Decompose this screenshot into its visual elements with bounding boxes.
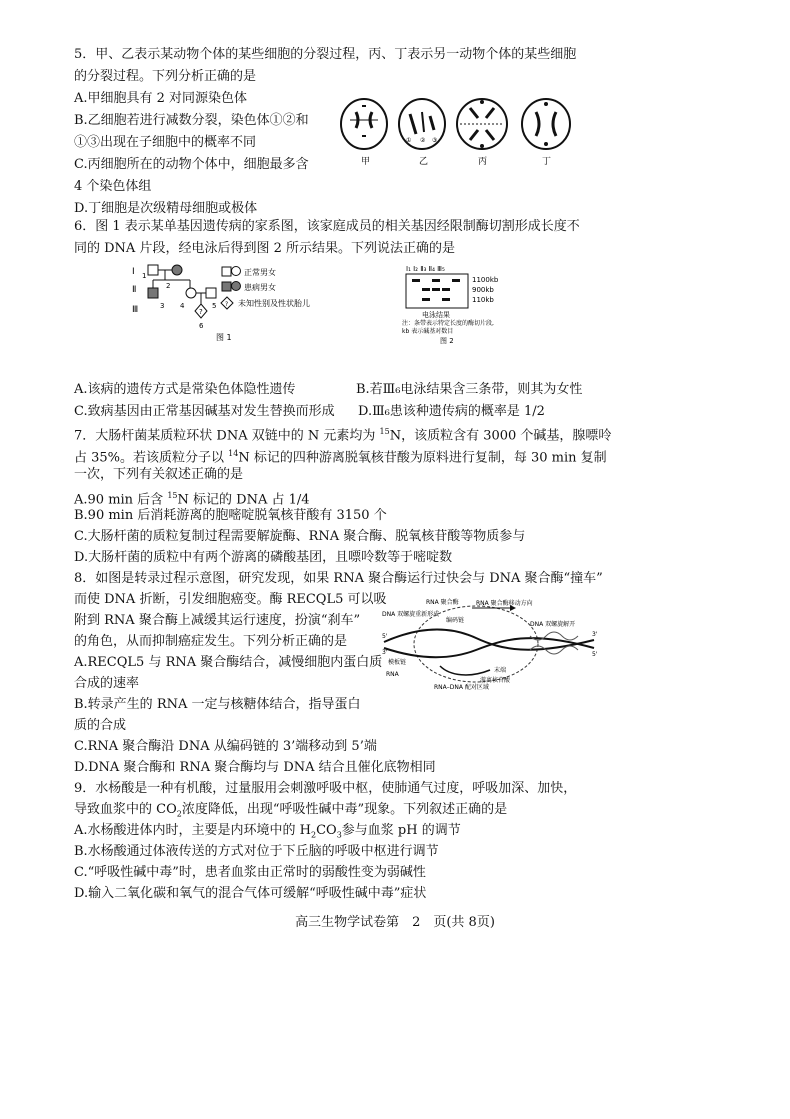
svg-text:2: 2 <box>166 282 171 290</box>
q5-stem-line1: 5．甲、乙表示某动物个体的某些细胞的分裂过程，丙、丁表示另一动物个体的某些细胞 <box>74 47 577 62</box>
svg-text:4: 4 <box>180 302 185 310</box>
q8-option-c: C.RNA 聚合酶沿 DNA 从编码链的 3’端移动到 5’端 <box>74 739 377 754</box>
q9-stem-line1: 9．水杨酸是一种有机酸，过量服用会刺激呼吸中枢，使肺通气过度，呼吸加深、加快， <box>74 781 577 796</box>
svg-text:3': 3' <box>382 649 388 656</box>
q8-option-b-line2: 质的合成 <box>74 718 127 733</box>
svg-text:900kb: 900kb <box>472 286 494 294</box>
svg-text:5: 5 <box>212 302 217 310</box>
svg-text:RNA 聚合酶: RNA 聚合酶 <box>426 599 459 606</box>
svg-text:①: ① <box>406 137 412 144</box>
q7-stem-line3: 一次，下列有关叙述正确的是 <box>74 467 244 482</box>
svg-text:编码链: 编码链 <box>446 617 465 624</box>
svg-text:kb 表示碱基对数目: kb 表示碱基对数目 <box>402 328 454 335</box>
q6-stem-line2: 同的 DNA 片段，经电泳后得到图 2 所示结果。下列说法正确的是 <box>74 241 455 256</box>
svg-text:Ⅰ: Ⅰ <box>132 267 135 277</box>
svg-text:图 2: 图 2 <box>440 337 454 345</box>
svg-text:RNA–DNA 配对区域: RNA–DNA 配对区域 <box>434 684 489 690</box>
svg-text:5': 5' <box>382 633 388 640</box>
q8-option-b-line1: B.转录产生的 RNA 一定与核糖体结合，指导蛋白 <box>74 697 361 712</box>
q8-stem-line3: 附到 RNA 聚合酶上减缓其运行速度，扮演“刹车” <box>74 613 361 628</box>
svg-text:110kb: 110kb <box>472 296 494 304</box>
cell-bing <box>457 99 507 149</box>
svg-text:正常男女: 正常男女 <box>244 268 276 277</box>
svg-text:未知性别及性状胎儿: 未知性别及性状胎儿 <box>238 299 310 308</box>
q6-option-a: A.该病的遗传方式是常染色体隐性遗传 <box>74 382 296 397</box>
q9-option-b: B.水杨酸通过体液传送的方式对位于下丘脑的呼吸中枢进行调节 <box>74 844 439 859</box>
svg-text:电泳结果: 电泳结果 <box>422 311 450 319</box>
q6-option-b: B.若Ⅲ₆电泳结果含三条带，则其为女性 <box>356 382 583 397</box>
q5-option-b-line1: B.乙细胞若进行减数分裂，染色体①②和 <box>74 113 309 128</box>
svg-text:Ⅰ₁ Ⅰ₂ Ⅱ₃ Ⅱ₄ Ⅲ₅: Ⅰ₁ Ⅰ₂ Ⅱ₃ Ⅱ₄ Ⅲ₅ <box>406 265 445 273</box>
q5-option-a: A.甲细胞具有 2 对同源染色体 <box>74 91 248 106</box>
svg-text:3': 3' <box>592 631 598 638</box>
svg-text:模板链: 模板链 <box>388 659 407 666</box>
cell-yi <box>399 99 445 149</box>
q5-option-d: D.丁细胞是次级精母细胞或极体 <box>74 201 258 216</box>
svg-text:6: 6 <box>199 322 204 330</box>
q5-option-c-line2: 4 个染色体组 <box>74 179 152 194</box>
q6-option-d: D.Ⅲ₆患该种遗传病的概率是 1/2 <box>358 404 545 419</box>
svg-text:Ⅲ: Ⅲ <box>132 305 139 315</box>
svg-text:?: ? <box>225 301 229 308</box>
q7-option-c: C.大肠杆菌的质粒复制过程需要解旋酶、RNA 聚合酶、脱氧核苷酸等物质参与 <box>74 529 526 544</box>
q9-option-a: A.水杨酸进体内时，主要是内环境中的 $H_2CO_3$参与血浆 pH 的调节 <box>74 823 461 840</box>
q7-option-a: A.90 min 后含 $^{15}$N 标记的 DNA 占 1/4 <box>74 491 310 508</box>
svg-text:③: ③ <box>432 137 438 144</box>
q5-stem-line2: 的分裂过程。下列分析正确的是 <box>74 69 257 84</box>
q6-electrophoresis-figure <box>400 262 520 346</box>
svg-text:DNA 双螺旋解开: DNA 双螺旋解开 <box>530 621 576 628</box>
q6-stem-line1: 6．图 1 表示某单基因遗传病的家系图，该家庭成员的相关基因经限制酶切割形成长度不 <box>74 219 580 234</box>
svg-text:末端: 末端 <box>494 667 507 674</box>
q9-stem-line2: 导致血浆中的 $CO_2$浓度降低，出现“呼吸性碱中毒”现象。下列叙述正确的是 <box>74 802 508 819</box>
q8-transcription-figure <box>380 596 602 690</box>
svg-text:游离核苷酸: 游离核苷酸 <box>480 677 511 684</box>
q7-option-b: B.90 min 后消耗游离的胞嘧啶脱氧核苷酸有 3150 个 <box>74 508 387 523</box>
svg-text:1: 1 <box>142 272 147 280</box>
q7-stem-line1: 7．大肠杆菌某质粒环状 DNA 双链中的 N 元素均为 $^{15}$N，该质粒含有 3000 个碱基，腺嘌呤 <box>74 427 612 444</box>
q8-stem-line2: 而使 DNA 折断，引发细胞癌变。酶 RECQL5 可以吸 <box>74 592 387 607</box>
label-jia: 甲 <box>361 157 371 167</box>
svg-text:1100kb: 1100kb <box>472 276 499 284</box>
q5-option-b-line2: ①③出现在子细胞中的概率不同 <box>74 135 257 150</box>
cell-jia <box>341 99 387 149</box>
svg-text:5': 5' <box>592 651 598 658</box>
page-footer: 高三生物学试卷第 2 页(共 8页) <box>295 915 495 930</box>
cell-ding <box>522 99 570 149</box>
q8-stem-line4: 的角色，从而抑制癌症发生。下列分析正确的是 <box>74 634 348 649</box>
q8-stem-line1: 8．如图是转录过程示意图，研究发现，如果 RNA 聚合酶运行过快会与 DNA 聚合酶“撞车” <box>74 571 603 586</box>
q7-option-d: D.大肠杆菌的质粒中有两个游离的磷酸基团，且嘌呤数等于嘧啶数 <box>74 550 453 565</box>
q8-option-d: D.DNA 聚合酶和 RNA 聚合酶均与 DNA 结合且催化底物相同 <box>74 760 436 775</box>
svg-text:3: 3 <box>160 302 165 310</box>
svg-text:?: ? <box>199 308 203 316</box>
q9-option-d: D.输入二氧化碳和氧气的混合气体可缓解“呼吸性碱中毒”症状 <box>74 886 427 901</box>
q9-option-c: C.“呼吸性碱中毒”时，患者血浆由正常时的弱酸性变为弱碱性 <box>74 865 426 880</box>
label-bing: 丙 <box>478 157 488 167</box>
svg-text:患病男女: 患病男女 <box>244 283 276 292</box>
label-yi: 乙 <box>419 157 429 167</box>
svg-text:RNA: RNA <box>386 671 399 678</box>
q8-option-a-line1: A.RECQL5 与 RNA 聚合酶结合，减慢细胞内蛋白质 <box>74 655 383 670</box>
q5-option-c-line1: C.丙细胞所在的动物个体中，细胞最多含 <box>74 157 309 172</box>
q6-option-c: C.致病基因由正常基因碱基对发生替换而形成 <box>74 404 335 419</box>
q5-cell-division-figure <box>336 92 576 170</box>
svg-text:图 1: 图 1 <box>216 333 232 342</box>
svg-text:注：条带表示特定长度的酶切片段,: 注：条带表示特定长度的酶切片段, <box>402 320 494 327</box>
svg-text:RNA 聚合酶移动方向: RNA 聚合酶移动方向 <box>476 600 533 607</box>
q7-stem-line2: 占 35%。若该质粒分子以 $^{14}$N 标记的四种游离脱氧核苷酸为原料进行复制，每 30 min 复制 <box>74 449 607 466</box>
q6-pedigree-figure <box>130 262 330 346</box>
svg-text:②: ② <box>420 137 426 144</box>
q8-option-a-line2: 合成的速率 <box>74 676 140 691</box>
svg-text:Ⅱ: Ⅱ <box>132 285 137 295</box>
svg-text:DNA 双螺旋重新形成: DNA 双螺旋重新形成 <box>382 611 440 618</box>
label-ding: 丁 <box>542 157 552 167</box>
